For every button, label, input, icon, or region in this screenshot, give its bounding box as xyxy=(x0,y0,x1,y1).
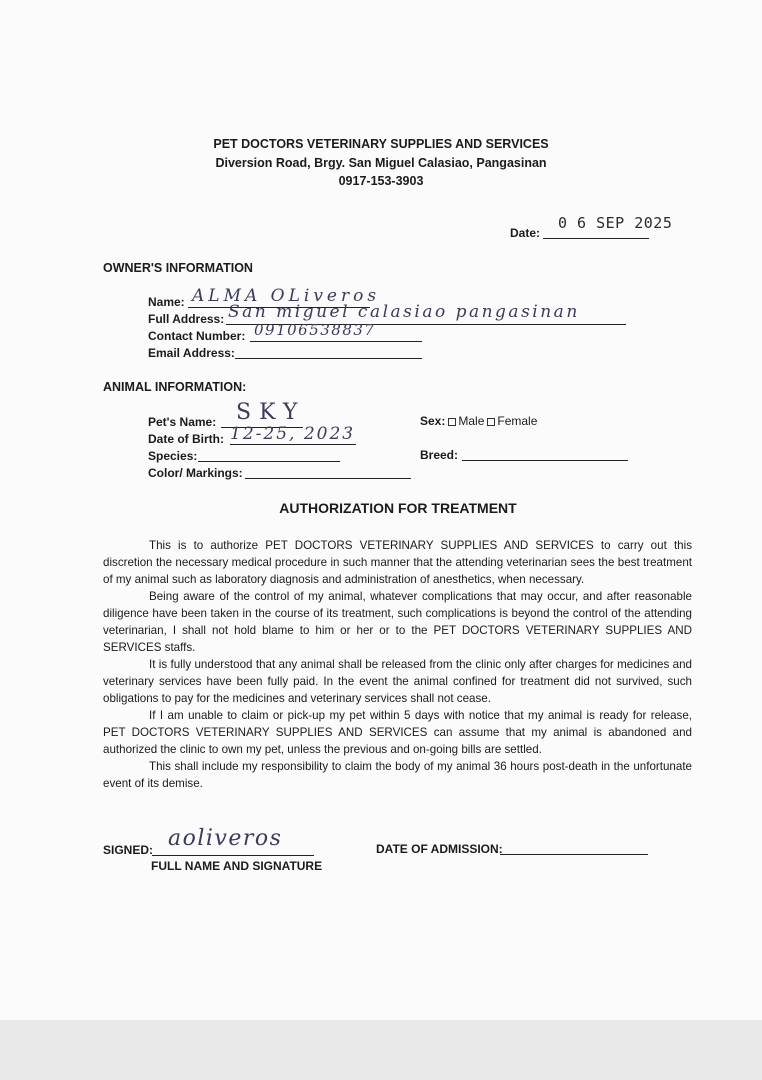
signature-value: aoliveros xyxy=(168,826,283,851)
authorization-paragraph: If I am unable to claim or pick-up my pet within 5 days with notice that my animal is ready for release, PET DOCTORS VETERINARY SUPPLIES AND SERVICES can assume that my animal is abandoned and authorized the clinic to own my pet, unless the previous and on-going bills are settled. xyxy=(103,709,692,756)
dob-value: 12-25, 2023 xyxy=(230,424,356,444)
company-phone: 0917-153-3903 xyxy=(338,174,424,188)
owner-name-value: ALMA OLiveros xyxy=(192,286,381,306)
signed-label: SIGNED: xyxy=(103,843,154,857)
species-label: Species: xyxy=(148,449,198,463)
color-markings-label: Color/ Markings: xyxy=(148,466,243,480)
authorization-body xyxy=(103,537,692,792)
authorization-paragraph: This is to authorize PET DOCTORS VETERINARY SUPPLIES AND SERVICES to carry out this discretion the necessary medical procedure in such manner that the attending veterinarian sees the best treatment of my animal such as laboratory diagnosis and administration of anesthetics, when necessary. xyxy=(103,539,692,586)
admission-date-line xyxy=(500,854,648,855)
owner-email-label: Email Address: xyxy=(148,346,235,360)
date-line xyxy=(543,238,649,239)
owner-contact-label: Contact Number: xyxy=(148,329,246,343)
authorization-paragraph: This shall include my responsibility to claim the body of my animal 36 hours post-death in the unfortunate event of its demise. xyxy=(103,760,692,790)
authorization-title: AUTHORIZATION FOR TREATMENT xyxy=(279,500,517,516)
dob-line xyxy=(230,444,356,445)
owner-address-value: San miguel calasiao pangasinan xyxy=(228,302,580,322)
male-option-label: Male xyxy=(458,414,485,428)
species-line xyxy=(198,461,340,462)
owner-contact-value: 09106538837 xyxy=(254,321,376,339)
signature-line xyxy=(152,855,314,856)
admission-date-label: DATE OF ADMISSION: xyxy=(376,842,503,856)
date-label: Date: xyxy=(510,226,541,240)
authorization-paragraph: It is fully understood that any animal shall be released from the clinic only after charges for medicines and veterinary services have been fully paid. In the event the animal confined for treatment did not survived, such obligations to pay for the medicines and veterinary services shall not cease. xyxy=(103,658,692,705)
sex-label: Sex: xyxy=(420,414,446,428)
signature-caption: FULL NAME AND SIGNATURE xyxy=(151,859,323,873)
female-checkbox[interactable] xyxy=(487,418,495,426)
owner-email-line xyxy=(235,358,422,359)
scan-background xyxy=(0,1020,762,1080)
owner-name-label: Name: xyxy=(148,295,185,309)
breed-line xyxy=(462,460,628,461)
sex-field xyxy=(420,414,537,428)
owner-contact-line xyxy=(250,341,422,342)
male-checkbox[interactable] xyxy=(448,418,456,426)
color-markings-line xyxy=(245,478,411,479)
company-name: PET DOCTORS VETERINARY SUPPLIES AND SERVICES xyxy=(213,137,549,151)
authorization-paragraph: Being aware of the control of my animal, whatever complications that may occur, and after reasonable diligence have been taken in the course of its treatment, such complications is beyond the control of the attending veterinarian, I shall not hold blame to him or her or to the PET DOCTORS VETERINARY SUPPLIES AND SERVICES staffs. xyxy=(103,590,692,654)
animal-section-title: ANIMAL INFORMATION: xyxy=(103,380,247,394)
female-option-label: Female xyxy=(497,414,538,428)
breed-label: Breed: xyxy=(420,448,459,462)
owner-address-label: Full Address: xyxy=(148,312,225,326)
owner-section-title: OWNER'S INFORMATION xyxy=(103,261,253,275)
dob-label: Date of Birth: xyxy=(148,432,224,446)
date-stamp: 0 6 SEP 2025 xyxy=(558,214,673,232)
pet-name-value: SKY xyxy=(236,400,306,425)
company-address: Diversion Road, Brgy. San Miguel Calasiao, Pangasinan xyxy=(215,156,547,170)
pet-name-label: Pet's Name: xyxy=(148,415,217,429)
